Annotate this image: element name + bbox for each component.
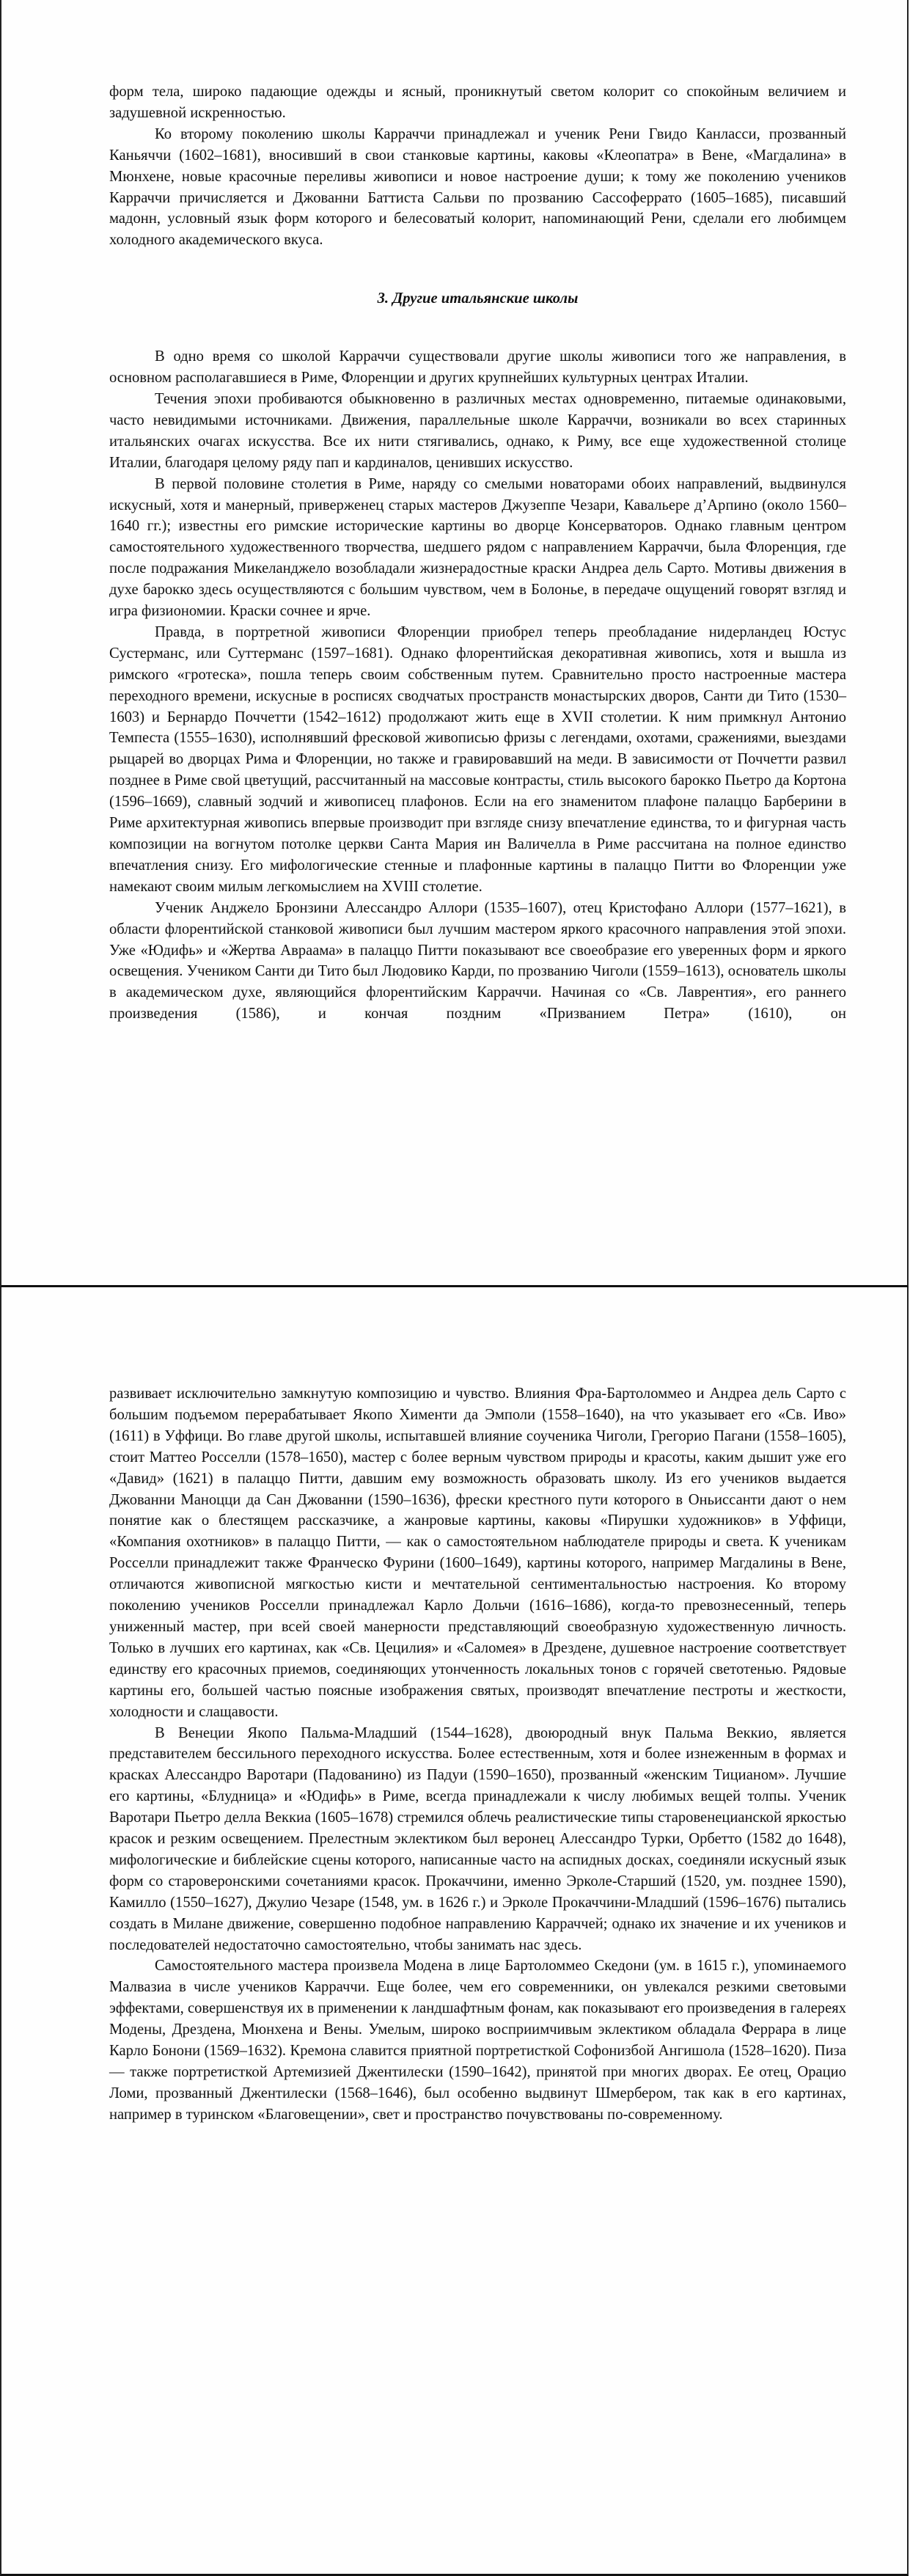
paragraph-continuation: развивает исключительно замкнутую композицию и чувство. Влияния Фра-Бартоломмео и Андреа дель Сарто с большим подъемом перерабатывает Якопо Хименти да Эмполи (1558–1640), на что указывает его «Св. Иво» (1611) в Уффици. Во главе другой школы, испытавшей влияние соученика Чиголи, Грегорио Пагани (1558–1605), стоит Маттео Росселли (1578–1650), мастер с более верным чувством природы и красоты, каким дышит уже его «Давид» (1621) в палаццо Питти, давшим ему возможность образовать школу. Из его учеников выдается Джованни Маноцци да Сан Джованни (1590–1636), фрески крестного пути которого в Оньиссанти дают о нем понятие как о блестящем рассказчике, а жанровые картины, каковы «Пирушки художников» в Уффици, «Компания охотников» в палаццо Питти, — как о самостоятельном наблюдателе природы и света. К ученикам Росселли принадлежит также Франческо Фурини (1600–1649), картины которого, например Магдалины в Вене, отличаются живописной мягкостью кисти и мечтательной сентиментальностью настроения. Ко второму поколению учеников Росселли принадлежал Карло Дольчи (1616–1686), когда-то превознесенный, теперь униженный мастер, при всей своей манерности представляющий своеобразную художественную личность. Только в лучших его картинах, как «Св. Цецилия» и «Саломея» в Дрездене, душевное настроение соответствует единству его красочных приемов, соединяющих утонченность локальных тонов с горячей светотенью. Рядовые картины его, большей частью поясные изображения святых, производят впечатление пестроты и жесткости, холодности и слащавости. — [109, 1386, 846, 1720]
paragraph: Правда, в портретной живописи Флоренции приобрел теперь преобладание нидерландец Юстус Сустерманс, или Суттерманс (1597–1681). Однако флорентийская декоративная живопись, хотя и вышла из римского «гротеска», пошла теперь своим собственным путем. Сравнительно просто настроенные мастера переходного времени, искусные в росписях сводчатых пространств монастырских дворов, Санти ди Тито (1530–1603) и Бернардо Поччетти (1542–1612) продолжают жить еще в XVII столетии. К ним примкнул Антонио Темпеста (1555–1630), исполнявший фресковой живописью фризы с легендами, охотами, сражениями, выездами рыцарей во дворцах Рима и Флоренции, но также и гравировавший на меди. В зависимости от Поччетти развил позднее в Риме свой цветущий, рассчитанный на массовые контрасты, стиль высокого барокко Пьетро да Кортона (1596–1669), славный зодчий и живописец плафонов. Если на его знаменитом плафоне палаццо Барберини в Риме архитектурная живопись впервые производит при взгляде снизу впечатление единства, то и фигурная часть композиции на вогнутом потолке церкви Санта Мария ин Валичелла в Риме рассчитана на полное единство впечатления снизу. Его мифологические стенные и плафонные картины в палаццо Питти во Флоренции уже намекают своим милым легкомыслием на XVIII столетие. — [109, 623, 846, 895]
paragraph: Течения эпохи пробиваются обыкновенно в различных местах одновременно, питаемые одинаковыми, часто невидимыми источниками. Движения, параллельные школе Карраччи, возникали во всех старинных итальянских очагах искусства. Все их нити стягивались, однако, к Риму, все еще художественной столице Италии, благодаря целому ряду пап и кардиналов, ценивших искусство. — [109, 390, 846, 471]
page-1-text — [109, 81, 846, 1025]
document-page-1 — [0, 0, 909, 1287]
section-heading: 3. Другие итальянские школы — [377, 290, 579, 307]
paragraph: Самостоятельного мастера произвела Модена в лице Бартоломмео Скедони (ум. в 1615 г.), упоминаемого Малвазиа в числе учеников Карраччи. Еще более, чем его современники, он увлекался резкими световыми эффектами, совершенствуя их в применении к ландшафтным фонам, как показывают его произведения в галереях Модены, Дрездена, Мюнхена и Вены. Умелым, широко восприимчивым эклектиком обладала Феррара в лице Карло Бонони (1569–1632). Кремона славится приятной портретисткой Софонизбой Ангишола (1528–1620). Пиза — также портретисткой Артемизией Джентилески (1590–1642), принятой при многих дворах. Ее отец, Орацио Ломи, прозванный Джентилески (1568–1646), был особенно выдвинут Шмербером, так как в его картинах, например в туринском «Благовещении», свет и пространство почувствованы по-современному. — [109, 1958, 846, 2123]
paragraph: В Венеции Якопо Пальма-Младший (1544–1628), двоюродный внук Пальма Веккио, является представителем бессильного переходного искусства. Более естественным, хотя и более изнеженным в формах и красках Алессандро Варотари (Падованино) из Падуи (1590–1650), прозванный «женским Тицианом». Лучшие его картины, «Блудница» и «Юдифь» в Риме, всегда принадлежали к числу любимых вещей толпы. Ученик Варотари Пьетро делла Веккиа (1605–1678) стремился облечь реалистические типы старовенецианской яркостью красок и резким освещением. Прелестным эклектиком был веронец Алессандро Турки, Орбетто (1582 до 1648), мифологические и библейские сцены которого, написанные часто на аспидных досках, соединяли искусный язык форм со староверонскими сочетаниями красок. Прокаччини, именно Эрколе-Старший (1520, ум. позднее 1590), Камилло (1550–1627), Джулио Чезаре (1548, ум. в 1626 г.) и Эрколе Прокаччини-Младший (1596–1676) пытались создать в Милане движение, совершенно подобное направлению Карраччей; однако их значение и их учеников и последователей недостаточно самостоятельно, чтобы занимать нас здесь. — [109, 1724, 846, 1953]
document-page-2 — [0, 1287, 909, 2576]
paragraph: В первой половине столетия в Риме, наряду со смелыми новаторами обоих направлений, выдвинулся искусный, хотя и манерный, приверженец старых мастеров Джузеппе Чезари, Кавальере д’Арпино (около 1560–1640 гг.); известны его римские исторические картины во дворце Консерваторов. Однако главным центром самостоятельного художественного творчества, шедшего рядом с направлением Карраччи, была Флоренция, где после подражания Микеланджело возобладали жизнерадостные краски Андреа дель Сарто. Мотивы движения в духе барокко здесь осуществляются с большим чувством, чем в Болонье, в передаче ощущений говорят взгляд и игра физиономии. Краски сочнее и ярче. — [109, 475, 846, 620]
paragraph: Ко второму поколению школы Карраччи принадлежал и ученик Рени Гвидо Канласси, прозванный Каньяччи (1602–1681), вносивший в свои станковые картины, каковы «Клеопатра» в Вене, «Магдалина» в Мюнхене, новые красочные переливы живописи и новое настроение души; к тому же поколению учеников Карраччи причисляется и Джованни Баттиста Сальви по прозванию Сассоферрато (1605–1685), писавший мадонн, условный язык форм которого и белесоватый колорит, напоминающий Рени, сделали его любимцем холодного академического вкуса. — [109, 125, 846, 249]
paragraph-continuation: форм тела, широко падающие одежды и ясный, проникнутый светом колорит со спокойным величием и задушевной искренностью. — [109, 84, 846, 121]
page-2-text — [109, 1383, 846, 2126]
paragraph: В одно время со школой Карраччи существовали другие школы живописи того же направления, в основном располагавшиеся в Риме, Флоренции и других крупнейших культурных центрах Италии. — [109, 348, 846, 387]
paragraph: Ученик Анджело Бронзини Алессандро Аллори (1535–1607), отец Кристофано Аллори (1577–1621), в области флорентийской станковой живописи был лучшим мастером яркого красочного направления этой эпохи. Уже «Юдифь» и «Жертва Авраама» в палаццо Питти показывают все своеобразие его уверенных форм и яркого освещения. Учеником Санти ди Тито был Людовико Карди, по прозванию Чиголи (1559–1613), основатель школы в академическом духе, являющийся флорентийским Карраччи. Начиная со «Св. Лаврентия», его раннего произведения (1586), и кончая поздним «Призванием Петра» (1610), он — [109, 899, 846, 1022]
